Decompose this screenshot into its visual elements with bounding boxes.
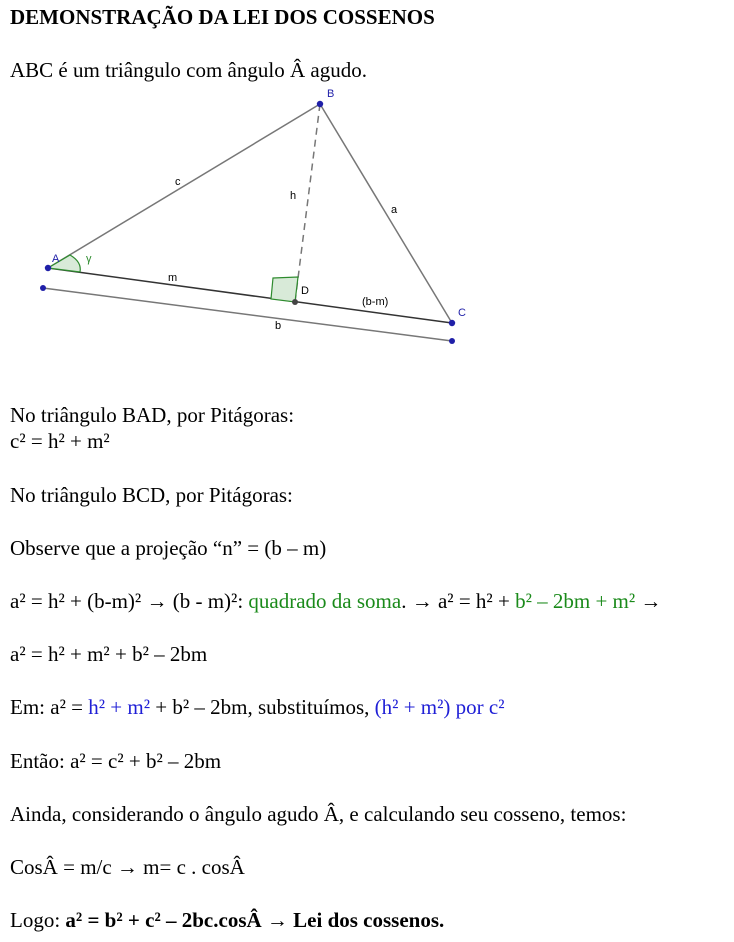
label-side-b: b: [275, 320, 282, 332]
then-formula: Então: a² = c² + b² – 2bm: [10, 749, 222, 773]
expansion-highlight-1: quadrado da soma: [248, 589, 402, 613]
page-title: DEMONSTRAÇÃO DA LEI DOS COSSENOS: [10, 5, 435, 29]
expansion-part-3: . → a² = h² +: [401, 589, 516, 613]
conclusion-arrow: →: [261, 908, 294, 932]
label-segment-bm: (b-m): [362, 296, 389, 308]
label-d-point: D: [301, 285, 309, 297]
expansion-line: [10, 588, 661, 614]
intro-text: ABC é um triângulo com ângulo Â agudo.: [10, 58, 367, 82]
height-h-line: [295, 104, 320, 302]
label-c-vertex: C: [458, 307, 466, 319]
substitution-part-1: Em: a² =: [10, 695, 89, 719]
rearranged-formula: a² = h² + m² + b² – 2bm: [10, 642, 208, 666]
projection-text: Observe que a projeção “n” = (b – m): [10, 536, 327, 560]
bad-formula: c² = h² + m²: [10, 429, 110, 453]
acute-text: Ainda, considerando o ângulo agudo Â, e calculando seu cosseno, temos:: [10, 802, 627, 826]
label-side-a: a: [391, 204, 398, 216]
point-a: [45, 265, 51, 271]
substitution-part-3: + b² – 2bm, substituímos,: [150, 695, 375, 719]
point-b-end: [449, 338, 455, 344]
label-height-h: h: [290, 190, 297, 202]
triangle-diagram: [0, 0, 734, 360]
point-d: [292, 299, 298, 305]
label-b-vertex: B: [327, 88, 335, 100]
label-side-c: c: [175, 176, 181, 188]
side-a-line: [320, 104, 452, 323]
side-c-line: [48, 104, 320, 268]
bcd-heading: No triângulo BCD, por Pitágoras:: [10, 483, 293, 507]
right-angle-mark: [271, 277, 298, 302]
conclusion-law: Lei dos cossenos.: [293, 908, 445, 932]
conclusion-part-1: Logo:: [10, 908, 66, 932]
point-b-start: [40, 285, 46, 291]
bad-heading: No triângulo BAD, por Pitágoras:: [10, 403, 295, 427]
cosine-formula: CosÂ = m/c → m= c . cosÂ: [10, 855, 245, 879]
expansion-part-5: →: [635, 589, 662, 613]
expansion-highlight-2: b² – 2bm + m²: [515, 589, 636, 613]
label-segment-m: m: [168, 272, 178, 284]
substitution-highlight-2: (h² + m²) por c²: [374, 695, 505, 719]
label-angle: γ: [86, 253, 92, 265]
point-b: [317, 101, 323, 107]
conclusion-line: [10, 907, 444, 933]
substitution-line: [10, 694, 505, 720]
substitution-highlight-1: h² + m²: [88, 695, 150, 719]
label-a-vertex: A: [52, 253, 60, 265]
expansion-part-1: a² = h² + (b-m)² → (b - m)²:: [10, 589, 249, 613]
conclusion-formula: a² = b² + c² – 2bc.cosÂ: [65, 908, 262, 932]
point-c: [449, 320, 455, 326]
